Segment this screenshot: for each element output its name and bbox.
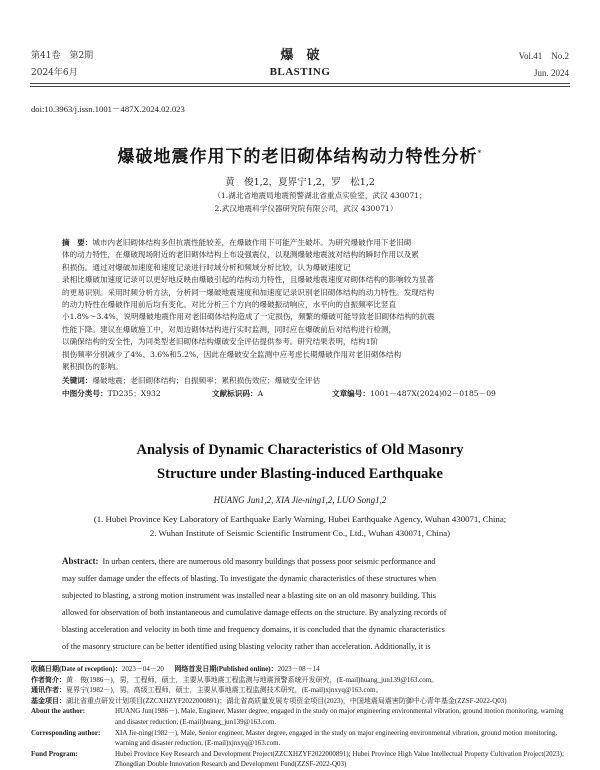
- abstract-cn-line: 累积损伤的影响。: [62, 362, 123, 372]
- footnote-author-cn: [31, 675, 571, 686]
- corr-en-label: Corresponding author:: [31, 728, 101, 737]
- footnote-fund-en: [31, 749, 571, 770]
- abstract-en-line: subjected to blasting, a strong motion instrument was installed near a blasting site on an old masonry building. This: [62, 591, 436, 600]
- abstract-cn-line: 的更易识别。采用时频分析方法，分析同一爆破地震速度和加速度记录识别老旧砌体结构的动力特性。发现结构: [62, 287, 435, 297]
- published-value: 2023－08－14: [277, 665, 320, 673]
- abstract-cn-line: 损伤频率分别减少了4%、3.6%和5.2%，因此在爆破安全监测中应考虑长期爆破作用对老旧砌体结构: [62, 349, 402, 359]
- fund-en-value: Hubei Province Key Research and Development Project(ZZCXHZYF2022000891); Hubei Province High Value Intellectual Property Cultivation Project(2023); Zhongdian Double Innovation Research and Development Fund(ZZSF-2022-Q03): [115, 749, 564, 769]
- clc-label: 中图分类号：: [62, 389, 108, 398]
- article-no-label: 文章编号：: [332, 389, 370, 398]
- fund-cn-value: 湖北省重点研发计划项目(ZZCXHZYF2022000891)；湖北省高质量发展专项资金项目(2023)，中国地震局震害防御中心青年基金(ZZSF-2022-Q03): [66, 696, 507, 705]
- abstract-en: [62, 553, 538, 655]
- abstract-cn-label: 摘 要：: [62, 238, 93, 247]
- affiliation-en-1: (1. Hubei Province Key Laboratory of Earthquake Early Warning, Hubei Earthquake Agency, Wuhan 430071, China;: [93, 514, 507, 524]
- received-label: 收稿日期(Date of reception)：: [31, 665, 122, 673]
- header-date-en: Jun. 2024: [533, 68, 569, 78]
- affiliation-cn-2: 2.武汉地震科学仪器研究院有限公司，武汉 430071）: [214, 204, 398, 213]
- keywords-cn: [62, 375, 538, 387]
- article-title-cn: [0, 142, 600, 167]
- affiliation-en-2: 2. Wuhan Institute of Seismic Scientific Instrument Co., Ltd., Wuhan 430071, China): [149, 528, 451, 538]
- affiliation-cn-1: （1.湖北省地震局地震预警湖北省重点实验室，武汉 430071；: [213, 191, 427, 200]
- keywords-cn-label: 关键词：: [62, 376, 93, 385]
- corr-en-value: XIA Jie-ning(1982－), Male, Senior engineer, Master degree, engaged in the study on major engineering environmental vibration, ground motion monitoring, warning and disaster reduction, (E-mail)xjnxyq@163.com.: [115, 728, 558, 748]
- published-label: 网络首发日期(Published online)：: [174, 665, 278, 673]
- classification-row: [62, 388, 538, 400]
- header-rule: [30, 83, 570, 84]
- abstract-cn-line: 积损伤。通过对爆破加速度和速度记录进行时域分析和频域分析比较，认为爆破速度记: [62, 262, 351, 272]
- received-value: 2023－04－20: [121, 665, 164, 673]
- author-cn-label: 作者简介：: [31, 675, 66, 684]
- abstract-en-line: of the masonry structure can be better identified using blasting velocity rather than acceleration. Additionally, it is: [62, 642, 431, 651]
- keywords-cn-value: 爆破地震；老旧砌体结构；自振频率；累积损伤效应；爆破安全评估: [92, 376, 321, 385]
- header-date-cn: 2024年6月: [31, 68, 78, 78]
- article-title-en-line-1: Analysis of Dynamic Characteristics of Old Masonry: [136, 442, 464, 458]
- abstract-cn-line: 小1.8%～3.4%，说明爆破地震作用对老旧砌体结构造成了一定损伤，频繁的爆破可能导致老旧砌体结构的抗震: [62, 312, 435, 322]
- header-volume-en: Vol.41 No.2: [518, 51, 569, 61]
- corr-cn-label: 通讯作者：: [31, 686, 66, 695]
- footnote-received: [31, 664, 571, 675]
- abstract-en-line: blasting acceleration and velocity in both time and frequency domains, it is concluded that the dynamic characteristics: [62, 625, 445, 634]
- clc-value: TD235；X932: [107, 389, 161, 398]
- abstract-cn-line: 性能下降。建议在爆破施工中，对周边砌体结构进行实时监测，同时应在爆破前后对结构进行检测，: [62, 324, 397, 334]
- abstract-cn: [62, 237, 538, 373]
- article-no-value: 1001－487X(2024)02－0185－09: [369, 389, 496, 398]
- abstract-en-line: may suffer damage under the effects of blasting. To investigate the dynamic characteristics of these structures when: [62, 574, 437, 583]
- article-title-cn-text: 爆破地震作用下的老旧砌体结构动力特性分析: [117, 147, 478, 167]
- authors-en: HUANG Jun1,2, XIA Jie-ning1,2, LUO Song1,2: [213, 495, 387, 505]
- footnote-fund-cn: [31, 696, 571, 707]
- doc-code-label: 文献标识码：: [212, 389, 258, 398]
- header-rule-thin: [30, 86, 570, 87]
- doi[interactable]: doi:10.3963/j.issn.1001－487X.2024.02.023: [31, 104, 185, 114]
- footnote-rule: [31, 661, 141, 662]
- footnotes: [31, 664, 571, 770]
- footnote-about-en: [31, 706, 571, 727]
- author-cn-value: 黄 俊(1986－)，男，工程师，硕士，主要从事地震工程监测与地震预警系统开发研究，(E-mail)huang_jun139@163.com。: [66, 675, 439, 684]
- abstract-cn-line: 以确保结构的安全性，为同类型老旧砌体结构爆破安全评估提供参考。研究结果表明，结构1阶: [62, 337, 379, 347]
- corr-cn-value: 夏界宁(1982－)，男，高级工程师，硕士，主要从事地震工程监测技术研究，(E-mail)xjnxyq@163.com。: [66, 686, 383, 695]
- authors-cn: 黄 俊1,2，夏界宁1,2，罗 松1,2: [225, 177, 375, 188]
- doc-code-value: A: [257, 389, 264, 398]
- abstract-cn-line: 摘 要：城市内老旧砌体结构多但抗震性能较差，在爆破作用下可能产生破坏。为研究爆破作用下老旧砌: [62, 238, 412, 247]
- about-en-value: HUANG Jun(1986－), Male, Engineer, Master degree, engaged in the study on major engineering environmental vibration, ground motion monitoring, warning and disaster reduction, (E-mail)huang_jun139@163.com.: [115, 707, 564, 726]
- footnote-corr-en: [31, 728, 571, 749]
- fund-en-label: Fund Program:: [31, 749, 78, 758]
- article-title-en-line-2: Structure under Blasting-induced Earthquake: [157, 466, 443, 482]
- footnote-corr-cn: [31, 685, 571, 696]
- abstract-en-line: allowed for observation of both instantaneous and cumulative damage effects on the structure. By analyzing records of: [62, 608, 447, 617]
- about-en-label: About the author:: [31, 707, 86, 716]
- abstract-cn-line: 体的动力特性，在爆破现场附近的老旧砌体结构上布设强震仪，以观测爆破地震波对结构的瞬时作用以及累: [62, 250, 419, 260]
- abstract-en-label: Abstract:: [62, 556, 99, 566]
- journal-name-cn: 爆 破: [280, 48, 320, 63]
- abstract-cn-line: 录相比爆破加速度记录可以更好地反映由爆破引起的结构动力特性，且爆破地震速度对砌体结构的影响较为显著: [62, 275, 435, 285]
- header-volume-cn: 第41卷 第2期: [31, 51, 94, 61]
- title-footnote-mark: *: [477, 148, 483, 158]
- abstract-cn-line: 的动力特性在爆破作用前后均有变化。对比分析三个方向的爆破振动响应，水平向的自振频率比竖直: [62, 300, 397, 310]
- journal-name-en: BLASTING: [269, 66, 331, 78]
- abstract-en-line: Abstract: In urban centers, there are numerous old masonry buildings that possess poor seismic performance and: [62, 556, 436, 566]
- fund-cn-label: 基金项目：: [31, 696, 66, 705]
